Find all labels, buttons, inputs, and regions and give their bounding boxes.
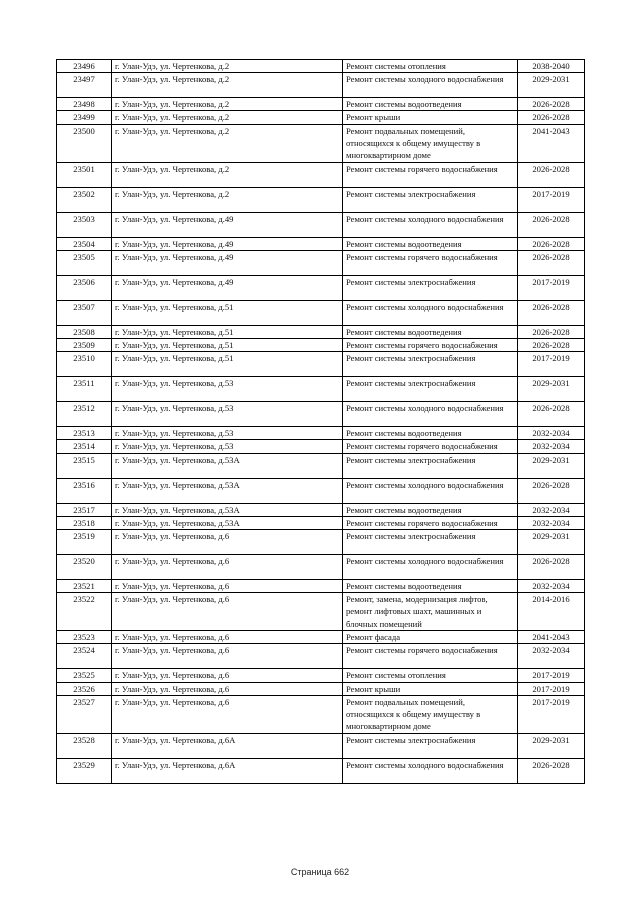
work-type-cell: Ремонт системы горячего водоснабжения bbox=[343, 516, 518, 529]
address-cell: г. Улан-Удэ, ул. Чертенкова, д.6 bbox=[112, 555, 343, 580]
table-row bbox=[57, 60, 585, 73]
work-type-cell: Ремонт системы горячего водоснабжения bbox=[343, 162, 518, 187]
table-row bbox=[57, 352, 585, 377]
address-cell: г. Улан-Удэ, ул. Чертенкова, д.2 bbox=[112, 187, 343, 212]
address-cell: г. Улан-Удэ, ул. Чертенкова, д.53А bbox=[112, 453, 343, 478]
table-row bbox=[57, 377, 585, 402]
address-cell: г. Улан-Удэ, ул. Чертенкова, д.51 bbox=[112, 339, 343, 352]
period-cell: 2026-2028 bbox=[518, 250, 585, 275]
period-cell: 2029-2031 bbox=[518, 453, 585, 478]
work-type-cell: Ремонт системы водоотведения bbox=[343, 503, 518, 516]
address-cell: г. Улан-Удэ, ул. Чертенкова, д.51 bbox=[112, 325, 343, 338]
address-cell: г. Улан-Удэ, ул. Чертенкова, д.6А bbox=[112, 733, 343, 758]
row-number: 23508 bbox=[57, 325, 112, 338]
address-cell: г. Улан-Удэ, ул. Чертенкова, д.49 bbox=[112, 275, 343, 300]
table-row bbox=[57, 530, 585, 555]
row-number: 23500 bbox=[57, 124, 112, 162]
table-row bbox=[57, 339, 585, 352]
table-row bbox=[57, 237, 585, 250]
table-row bbox=[57, 162, 585, 187]
table-row bbox=[57, 427, 585, 440]
work-type-cell: Ремонт, замена, модернизация лифтов, ремонт лифтовых шахт, машинных и блочных помещений bbox=[343, 593, 518, 631]
address-cell: г. Улан-Удэ, ул. Чертенкова, д.2 bbox=[112, 73, 343, 98]
table-row bbox=[57, 669, 585, 682]
address-cell: г. Улан-Удэ, ул. Чертенкова, д.51 bbox=[112, 300, 343, 325]
period-cell: 2026-2028 bbox=[518, 212, 585, 237]
address-cell: г. Улан-Удэ, ул. Чертенкова, д.6 bbox=[112, 682, 343, 695]
period-cell: 2032-2034 bbox=[518, 440, 585, 453]
work-type-cell: Ремонт системы холодного водоснабжения bbox=[343, 758, 518, 783]
address-cell: г. Улан-Удэ, ул. Чертенкова, д.49 bbox=[112, 237, 343, 250]
address-cell: г. Улан-Удэ, ул. Чертенкова, д.2 bbox=[112, 60, 343, 73]
row-number: 23502 bbox=[57, 187, 112, 212]
address-cell: г. Улан-Удэ, ул. Чертенкова, д.49 bbox=[112, 212, 343, 237]
address-cell: г. Улан-Удэ, ул. Чертенкова, д.53 bbox=[112, 427, 343, 440]
work-type-cell: Ремонт системы горячего водоснабжения bbox=[343, 339, 518, 352]
period-cell: 2032-2034 bbox=[518, 503, 585, 516]
repair-schedule-table bbox=[56, 59, 585, 784]
period-cell: 2029-2031 bbox=[518, 530, 585, 555]
table-row bbox=[57, 325, 585, 338]
row-number: 23524 bbox=[57, 644, 112, 669]
period-cell: 2017-2019 bbox=[518, 187, 585, 212]
work-type-cell: Ремонт системы отопления bbox=[343, 60, 518, 73]
work-type-cell: Ремонт системы холодного водоснабжения bbox=[343, 402, 518, 427]
work-type-cell: Ремонт системы горячего водоснабжения bbox=[343, 644, 518, 669]
address-cell: г. Улан-Удэ, ул. Чертенкова, д.6 bbox=[112, 669, 343, 682]
address-cell: г. Улан-Удэ, ул. Чертенкова, д.53А bbox=[112, 478, 343, 503]
table-row bbox=[57, 73, 585, 98]
row-number: 23503 bbox=[57, 212, 112, 237]
address-cell: г. Улан-Удэ, ул. Чертенкова, д.2 bbox=[112, 98, 343, 111]
period-cell: 2029-2031 bbox=[518, 377, 585, 402]
address-cell: г. Улан-Удэ, ул. Чертенкова, д.6 bbox=[112, 631, 343, 644]
period-cell: 2026-2028 bbox=[518, 478, 585, 503]
table-row bbox=[57, 503, 585, 516]
work-type-cell: Ремонт системы холодного водоснабжения bbox=[343, 212, 518, 237]
row-number: 23501 bbox=[57, 162, 112, 187]
table-row bbox=[57, 402, 585, 427]
address-cell: г. Улан-Удэ, ул. Чертенкова, д.49 bbox=[112, 250, 343, 275]
table-row bbox=[57, 516, 585, 529]
address-cell: г. Улан-Удэ, ул. Чертенкова, д.6 bbox=[112, 530, 343, 555]
address-cell: г. Улан-Удэ, ул. Чертенкова, д.6 bbox=[112, 580, 343, 593]
period-cell: 2026-2028 bbox=[518, 300, 585, 325]
row-number: 23515 bbox=[57, 453, 112, 478]
row-number: 23516 bbox=[57, 478, 112, 503]
work-type-cell: Ремонт системы водоотведения bbox=[343, 580, 518, 593]
work-type-cell: Ремонт системы электроснабжения bbox=[343, 377, 518, 402]
work-type-cell: Ремонт системы отопления bbox=[343, 669, 518, 682]
period-cell: 2032-2034 bbox=[518, 580, 585, 593]
row-number: 23529 bbox=[57, 758, 112, 783]
period-cell: 2026-2028 bbox=[518, 555, 585, 580]
row-number: 23523 bbox=[57, 631, 112, 644]
table-row bbox=[57, 695, 585, 733]
work-type-cell: Ремонт системы электроснабжения bbox=[343, 733, 518, 758]
table-row bbox=[57, 555, 585, 580]
address-cell: г. Улан-Удэ, ул. Чертенкова, д.53 bbox=[112, 440, 343, 453]
work-type-cell: Ремонт подвальных помещений, относящихся к общему имуществу в многоквартирном доме bbox=[343, 695, 518, 733]
address-cell: г. Улан-Удэ, ул. Чертенкова, д.6А bbox=[112, 758, 343, 783]
table-row bbox=[57, 631, 585, 644]
table-row bbox=[57, 758, 585, 783]
address-cell: г. Улан-Удэ, ул. Чертенкова, д.51 bbox=[112, 352, 343, 377]
row-number: 23509 bbox=[57, 339, 112, 352]
period-cell: 2014-2016 bbox=[518, 593, 585, 631]
row-number: 23496 bbox=[57, 60, 112, 73]
period-cell: 2038-2040 bbox=[518, 60, 585, 73]
row-number: 23522 bbox=[57, 593, 112, 631]
table-row bbox=[57, 453, 585, 478]
period-cell: 2029-2031 bbox=[518, 733, 585, 758]
work-type-cell: Ремонт системы холодного водоснабжения bbox=[343, 478, 518, 503]
period-cell: 2017-2019 bbox=[518, 682, 585, 695]
address-cell: г. Улан-Удэ, ул. Чертенкова, д.53А bbox=[112, 516, 343, 529]
period-cell: 2017-2019 bbox=[518, 275, 585, 300]
row-number: 23511 bbox=[57, 377, 112, 402]
table-row bbox=[57, 593, 585, 631]
address-cell: г. Улан-Удэ, ул. Чертенкова, д.2 bbox=[112, 111, 343, 124]
period-cell: 2026-2028 bbox=[518, 111, 585, 124]
work-type-cell: Ремонт подвальных помещений, относящихся к общему имуществу в многоквартирном доме bbox=[343, 124, 518, 162]
work-type-cell: Ремонт системы холодного водоснабжения bbox=[343, 73, 518, 98]
table-row bbox=[57, 440, 585, 453]
address-cell: г. Улан-Удэ, ул. Чертенкова, д.2 bbox=[112, 124, 343, 162]
address-cell: г. Улан-Удэ, ул. Чертенкова, д.6 bbox=[112, 644, 343, 669]
table-row bbox=[57, 580, 585, 593]
address-cell: г. Улан-Удэ, ул. Чертенкова, д.53 bbox=[112, 377, 343, 402]
row-number: 23517 bbox=[57, 503, 112, 516]
row-number: 23519 bbox=[57, 530, 112, 555]
address-cell: г. Улан-Удэ, ул. Чертенкова, д.2 bbox=[112, 162, 343, 187]
period-cell: 2026-2028 bbox=[518, 402, 585, 427]
address-cell: г. Улан-Удэ, ул. Чертенкова, д.6 bbox=[112, 695, 343, 733]
table-row bbox=[57, 187, 585, 212]
work-type-cell: Ремонт системы холодного водоснабжения bbox=[343, 300, 518, 325]
table-row bbox=[57, 300, 585, 325]
period-cell: 2026-2028 bbox=[518, 98, 585, 111]
row-number: 23506 bbox=[57, 275, 112, 300]
row-number: 23505 bbox=[57, 250, 112, 275]
period-cell: 2026-2028 bbox=[518, 339, 585, 352]
period-cell: 2017-2019 bbox=[518, 352, 585, 377]
period-cell: 2026-2028 bbox=[518, 758, 585, 783]
work-type-cell: Ремонт фасада bbox=[343, 631, 518, 644]
table-row bbox=[57, 644, 585, 669]
address-cell: г. Улан-Удэ, ул. Чертенкова, д.53 bbox=[112, 402, 343, 427]
table-row bbox=[57, 98, 585, 111]
period-cell: 2032-2034 bbox=[518, 427, 585, 440]
period-cell: 2041-2043 bbox=[518, 124, 585, 162]
row-number: 23507 bbox=[57, 300, 112, 325]
work-type-cell: Ремонт системы горячего водоснабжения bbox=[343, 250, 518, 275]
work-type-cell: Ремонт крыши bbox=[343, 111, 518, 124]
work-type-cell: Ремонт системы холодного водоснабжения bbox=[343, 555, 518, 580]
work-type-cell: Ремонт системы водоотведения bbox=[343, 427, 518, 440]
row-number: 23520 bbox=[57, 555, 112, 580]
row-number: 23521 bbox=[57, 580, 112, 593]
table-row bbox=[57, 111, 585, 124]
row-number: 23504 bbox=[57, 237, 112, 250]
work-type-cell: Ремонт системы электроснабжения bbox=[343, 187, 518, 212]
period-cell: 2017-2019 bbox=[518, 669, 585, 682]
period-cell: 2017-2019 bbox=[518, 695, 585, 733]
row-number: 23514 bbox=[57, 440, 112, 453]
table-row bbox=[57, 478, 585, 503]
row-number: 23526 bbox=[57, 682, 112, 695]
row-number: 23512 bbox=[57, 402, 112, 427]
period-cell: 2029-2031 bbox=[518, 73, 585, 98]
row-number: 23498 bbox=[57, 98, 112, 111]
table-row bbox=[57, 733, 585, 758]
work-type-cell: Ремонт системы водоотведения bbox=[343, 237, 518, 250]
address-cell: г. Улан-Удэ, ул. Чертенкова, д.6 bbox=[112, 593, 343, 631]
row-number: 23513 bbox=[57, 427, 112, 440]
work-type-cell: Ремонт крыши bbox=[343, 682, 518, 695]
row-number: 23528 bbox=[57, 733, 112, 758]
period-cell: 2032-2034 bbox=[518, 644, 585, 669]
table-row bbox=[57, 682, 585, 695]
work-type-cell: Ремонт системы водоотведения bbox=[343, 98, 518, 111]
row-number: 23497 bbox=[57, 73, 112, 98]
row-number: 23527 bbox=[57, 695, 112, 733]
period-cell: 2032-2034 bbox=[518, 516, 585, 529]
row-number: 23518 bbox=[57, 516, 112, 529]
work-type-cell: Ремонт системы электроснабжения bbox=[343, 275, 518, 300]
table-row bbox=[57, 124, 585, 162]
work-type-cell: Ремонт системы электроснабжения bbox=[343, 352, 518, 377]
row-number: 23499 bbox=[57, 111, 112, 124]
table-body bbox=[57, 60, 585, 784]
table-row bbox=[57, 250, 585, 275]
period-cell: 2026-2028 bbox=[518, 237, 585, 250]
address-cell: г. Улан-Удэ, ул. Чертенкова, д.53А bbox=[112, 503, 343, 516]
work-type-cell: Ремонт системы горячего водоснабжения bbox=[343, 440, 518, 453]
table-row bbox=[57, 275, 585, 300]
period-cell: 2026-2028 bbox=[518, 325, 585, 338]
work-type-cell: Ремонт системы электроснабжения bbox=[343, 453, 518, 478]
table-row bbox=[57, 212, 585, 237]
page-number: Страница 662 bbox=[290, 867, 350, 877]
work-type-cell: Ремонт системы водоотведения bbox=[343, 325, 518, 338]
period-cell: 2026-2028 bbox=[518, 162, 585, 187]
row-number: 23510 bbox=[57, 352, 112, 377]
period-cell: 2041-2043 bbox=[518, 631, 585, 644]
work-type-cell: Ремонт системы электроснабжения bbox=[343, 530, 518, 555]
row-number: 23525 bbox=[57, 669, 112, 682]
